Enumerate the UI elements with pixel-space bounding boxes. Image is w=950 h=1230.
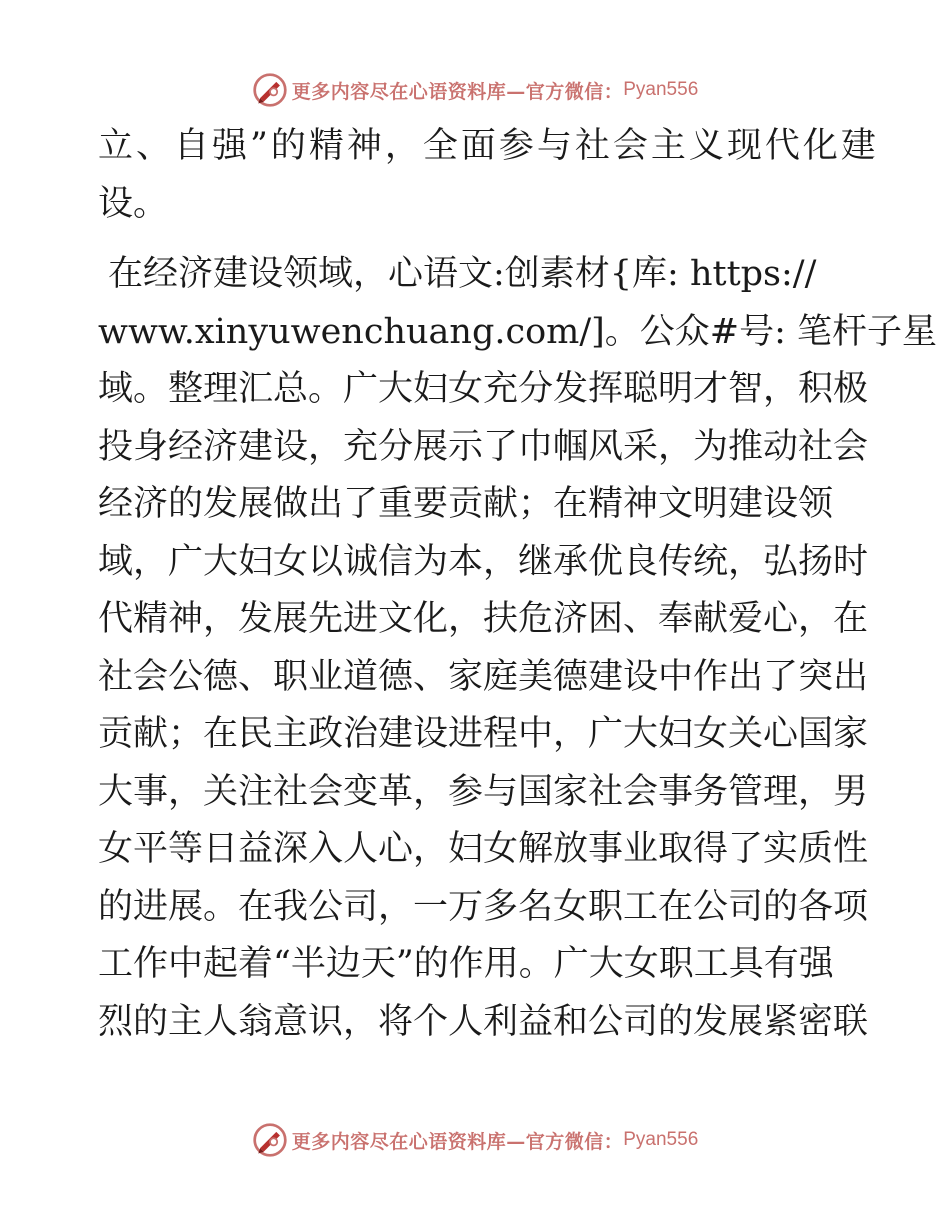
paragraph-gap: [98, 233, 858, 246]
wechat-id: Pyan556: [623, 1129, 699, 1150]
text-line: 设。: [98, 183, 169, 224]
text-line: 贡献；在民主政治建设进程中，广大妇女关心国家: [98, 714, 869, 754]
footer-banner: [0, 1120, 950, 1160]
text-line: 工作中起着“半边天”的作用。广大女职工具有强: [98, 944, 834, 984]
text-line: 域。整理汇总。广大妇女充分发挥聪明才智，积极: [98, 369, 869, 409]
text-line: 大事，关注社会变革，参与国家社会事务管理，男: [98, 771, 869, 812]
text-line: 投身经济建设，充分展示了巾帼风采，为推动社会: [98, 426, 869, 467]
text-line: 经济的发展做出了重要贡献；在精神文明建设领: [98, 484, 834, 524]
wechat-id: Pyan556: [623, 79, 699, 100]
text-line: 烈的主人翁意识，将个人利益和公司的发展紧密联: [98, 1001, 869, 1042]
text-line: 在经济建设领域，心语文:创素材{库: https://: [108, 254, 817, 294]
banner-text: 更多内容尽在心语资料库—官方微信：: [291, 80, 624, 103]
text-line: www.xinyuwenchuang.com/]。公众#号: 笔杆子星: [98, 311, 938, 352]
text-line: 社会公德、职业道德、家庭美德建设中作出了突出: [98, 656, 869, 697]
text-line: 域，广大妇女以诚信为本，继承优良传统，弘扬时: [98, 541, 869, 582]
pen-logo-icon: [252, 72, 288, 108]
document-body: [98, 118, 938, 1051]
text-line: 代精神，发展先进文化，扶危济困、奉献爱心，在: [98, 599, 869, 639]
header-banner: [0, 70, 950, 110]
pen-logo-icon: [252, 1122, 288, 1158]
text-line: 立、自强”的精神，全面参与社会主义现代化建: [98, 126, 879, 166]
banner-text: 更多内容尽在心语资料库—官方微信：: [291, 1130, 624, 1153]
text-line: 女平等日益深入人心，妇女解放事业取得了实质性: [98, 829, 869, 869]
text-line: 的进展。在我公司，一万多名女职工在公司的各项: [98, 886, 869, 927]
